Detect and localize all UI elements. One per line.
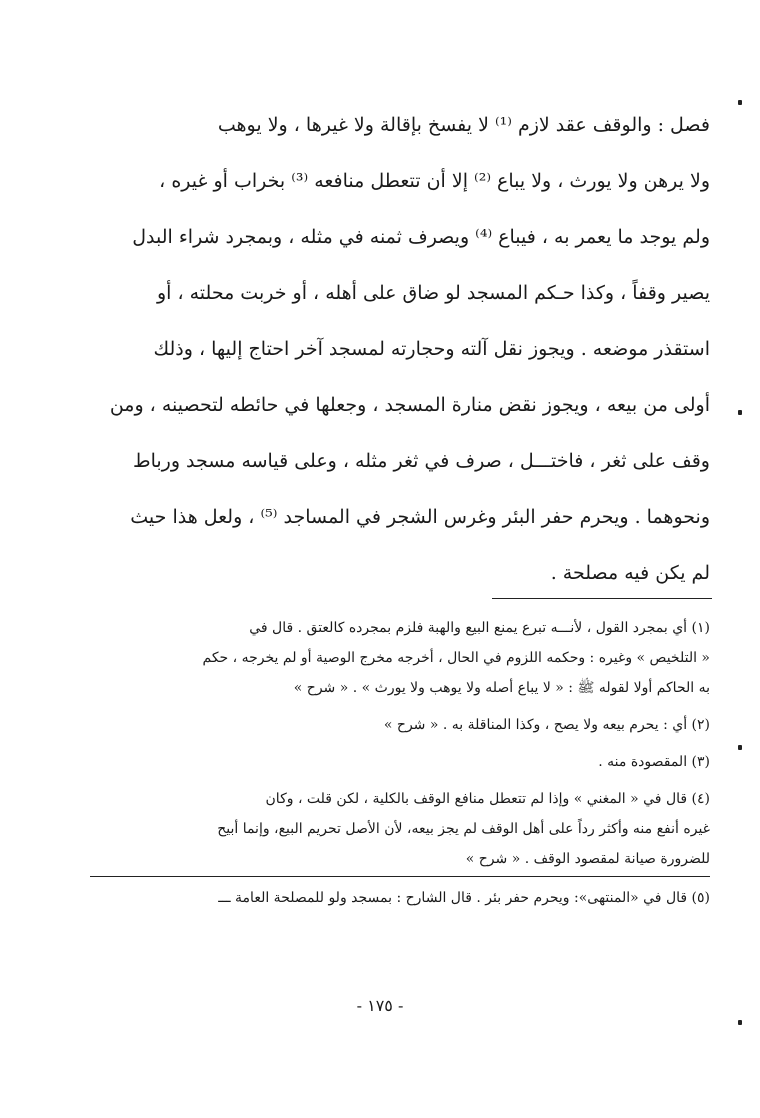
footnote-line: للضرورة صيانة لمقصود الوقف . « شرح » <box>465 851 710 867</box>
body-line: ولم يوجد ما يعمر به ، فيباع ⁽⁴⁾ ويصرف ثمنه في مثله ، وبمجرد شراء البدل <box>132 226 710 248</box>
footnote-line: (٥) قال في «المنتهى»: ويحرم حفر بئر . قال الشارح : بمسجد ولو للمصلحة العامة ـــ <box>218 890 710 906</box>
margin-mark <box>738 745 742 750</box>
footnote-2 <box>90 710 710 740</box>
footnote-4 <box>90 784 710 874</box>
footnote-line: (٢) أي : يحرم بيعه ولا يصح ، وكذا المناقلة به . « شرح » <box>383 717 710 733</box>
body-line: فصل : والوقف عقد لازم ⁽¹⁾ لا يفسخ بإقالة ولا غيرها ، ولا يوهب <box>217 114 710 136</box>
footnote-divider <box>492 598 712 599</box>
margin-mark <box>738 1020 742 1025</box>
body-line: وقف على ثغر ، فاختـــل ، صرف في ثغر مثله ، وعلى قياسه مسجد ورباط <box>133 450 710 472</box>
body-line: ولا يرهن ولا يورث ، ولا يباع ⁽²⁾ إلا أن تتعطل منافعه ⁽³⁾ بخراب أو غيره ، <box>159 170 710 192</box>
body-line: ونحوهما . ويحرم حفر البئر وغرس الشجر في المساجد ⁽⁵⁾ ، ولعل هذا حيث <box>130 506 710 528</box>
body-line: استقذر موضعه . ويجوز نقل آلته وحجارته لمسجد آخر احتاج إليها ، وذلك <box>153 338 710 360</box>
body-line: يصير وقفاً ، وكذا حـكم المسجد لو ضاق على أهله ، أو خربت محلته ، أو <box>156 282 710 304</box>
footnote-line: (١) أي بمجرد القول ، لأنـــه تبرع يمنع البيع والهبة فلزم بمجرده كالعتق . قال في <box>249 620 710 636</box>
page-number: - ١٧٥ - <box>356 996 404 1015</box>
margin-mark <box>738 410 742 415</box>
footnote-1 <box>90 613 710 703</box>
footnote-5 <box>90 876 710 913</box>
footnote-line: « التلخيص » وغيره : وحكمه اللزوم في الحال ، أخرجه مخرج الوصية أو لم يخرجه ، حكم <box>202 650 710 666</box>
footnote-line: به الحاكم أولا لقوله ﷺ : « لا يباع أصله ولا يوهب ولا يورث » . « شرح » <box>293 680 710 696</box>
footnotes-section <box>90 613 710 913</box>
footnote-line: (٤) قال في « المغني » وإذا لم تتعطل منافع الوقف بالكلية ، لكن قلت ، وكان <box>265 791 710 807</box>
footnote-line: (٣) المقصودة منه . <box>598 754 710 770</box>
footnote-3 <box>90 747 710 777</box>
main-body-text <box>90 97 710 601</box>
margin-mark <box>738 100 742 105</box>
body-line: أولى من بيعه ، ويجوز نقض منارة المسجد ، وجعلها في حائطه لتحصينه ، ومن <box>109 394 710 416</box>
footnote-line: غيره أنفع منه وأكثر رداً على أهل الوقف لم يجز بيعه، لأن الأصل تحريم البيع، وإنما أبيح <box>217 821 710 837</box>
body-line: لم يكن فيه مصلحة . <box>550 562 710 584</box>
